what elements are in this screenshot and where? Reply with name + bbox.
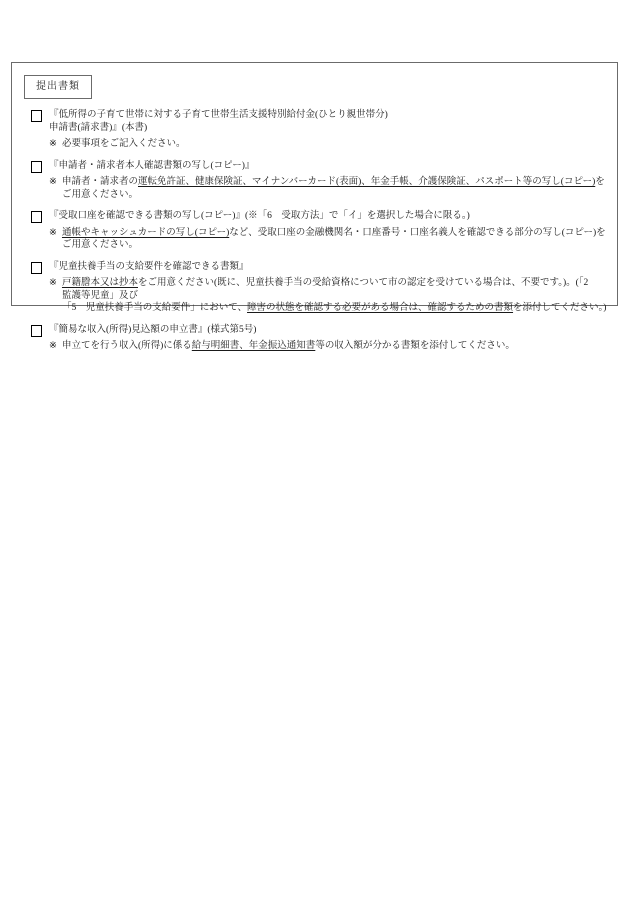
- text-run: をご用意ください(既に、児童扶養手当の受給資格について市の認定を受けている場合は、不要です。)。(「2 監護等児童」及び: [61, 278, 598, 301]
- document-sheet: [11, 62, 618, 352]
- item-note: [49, 176, 607, 201]
- section-label: 提出書類: [36, 81, 80, 92]
- text-run: など、受取口座の金融機関名・口座番号・口座名義人を確認できる部分の写し(コピー)をご用意ください。: [61, 227, 606, 251]
- checkbox[interactable]: [31, 110, 42, 122]
- note-marker-icon: ※: [49, 278, 57, 289]
- item-note-text: [62, 176, 607, 201]
- checklist-item: [31, 261, 607, 315]
- item-title: [49, 109, 388, 134]
- item-note: [49, 277, 607, 315]
- checkbox[interactable]: [31, 262, 42, 274]
- underlined-text-run: 運転免許証、健康保険証、マイナンバーカード(表面)、年金手帳、介護保険証、パスポート等の写し(コピー): [137, 177, 596, 188]
- checklist-item-body: [49, 210, 607, 252]
- text-run: 『申請者・請求者本人確認書類の写し(コピー)』: [49, 160, 255, 171]
- checkbox[interactable]: [31, 325, 42, 337]
- item-title-line: [49, 261, 607, 274]
- note-marker-icon: ※: [49, 227, 57, 238]
- text-run: 『簡易な収入(所得)見込額の申立書』(様式第5号): [49, 324, 257, 335]
- item-note-text: [62, 227, 607, 252]
- item-title-line: [49, 324, 515, 337]
- underlined-text-run: 障害の状態を確認する必要がある場合は、確認するための書類: [247, 303, 514, 314]
- item-title: [49, 324, 515, 337]
- underlined-text-run: 通帳やキャッシュカードの写し(コピー): [61, 227, 230, 238]
- text-run: 等の収入額が分かる書類を添付してください。: [315, 341, 515, 352]
- text-run: 申立てを行う収入(所得)に係る: [61, 341, 192, 352]
- underlined-text-run: 戸籍謄本又は抄本: [61, 278, 138, 289]
- text-run: 申請者・請求者の: [61, 177, 138, 188]
- item-note-line: [62, 277, 607, 302]
- checklist-item: [31, 109, 607, 151]
- item-note-line: [62, 302, 607, 315]
- item-title: [49, 160, 607, 173]
- item-title-line: [49, 160, 607, 173]
- checklist-item-body: [49, 324, 515, 353]
- item-title-line: [49, 122, 388, 135]
- text-run: 『低所得の子育て世帯に対する子育て世帯生活支援特別給付金(ひとり親世帯分): [49, 110, 388, 120]
- text-run: を添付してください。): [513, 303, 607, 314]
- note-marker-icon: ※: [49, 341, 57, 352]
- item-note: [49, 138, 388, 151]
- text-run: 『受取口座を確認できる書類の写し(コピー)』(※「6 受取方法」で「イ」を選択した場合に限る。): [49, 211, 470, 222]
- text-run: をご用意ください。: [61, 177, 605, 200]
- section-label-box: [24, 75, 92, 99]
- item-note: [49, 340, 515, 353]
- item-note-line: [62, 340, 515, 353]
- item-note-line: [62, 176, 607, 201]
- checklist-item-body: [49, 160, 607, 202]
- item-title-line: [49, 210, 607, 223]
- item-title-line: [49, 109, 388, 122]
- checkbox[interactable]: [31, 211, 42, 223]
- checklist-item-body: [49, 109, 388, 151]
- item-note-text: [62, 340, 515, 353]
- checklist-item: [31, 324, 607, 353]
- item-note: [49, 227, 607, 252]
- note-marker-icon: ※: [49, 177, 57, 188]
- text-run: 必要事項をご記入ください。: [61, 139, 186, 150]
- checklist-item: [31, 210, 607, 252]
- text-run: 「5 児童扶養手当の支給要件」において、: [61, 303, 248, 314]
- item-note-text: [62, 138, 186, 151]
- checklist-item: [31, 160, 607, 202]
- item-note-text: [62, 277, 607, 315]
- item-note-line: [62, 227, 607, 252]
- checklist-item-body: [49, 261, 607, 315]
- document-checklist: [24, 109, 607, 353]
- text-run: 『児童扶養手当の支給要件を確認できる書類』: [49, 261, 249, 272]
- item-title: [49, 210, 607, 223]
- item-note-line: [62, 138, 186, 151]
- checkbox[interactable]: [31, 161, 42, 173]
- item-title: [49, 261, 607, 274]
- text-run: 申請書(請求書)』(本書): [49, 122, 148, 133]
- note-marker-icon: ※: [49, 139, 57, 150]
- underlined-text-run: 給与明細書、年金振込通知書: [191, 341, 316, 352]
